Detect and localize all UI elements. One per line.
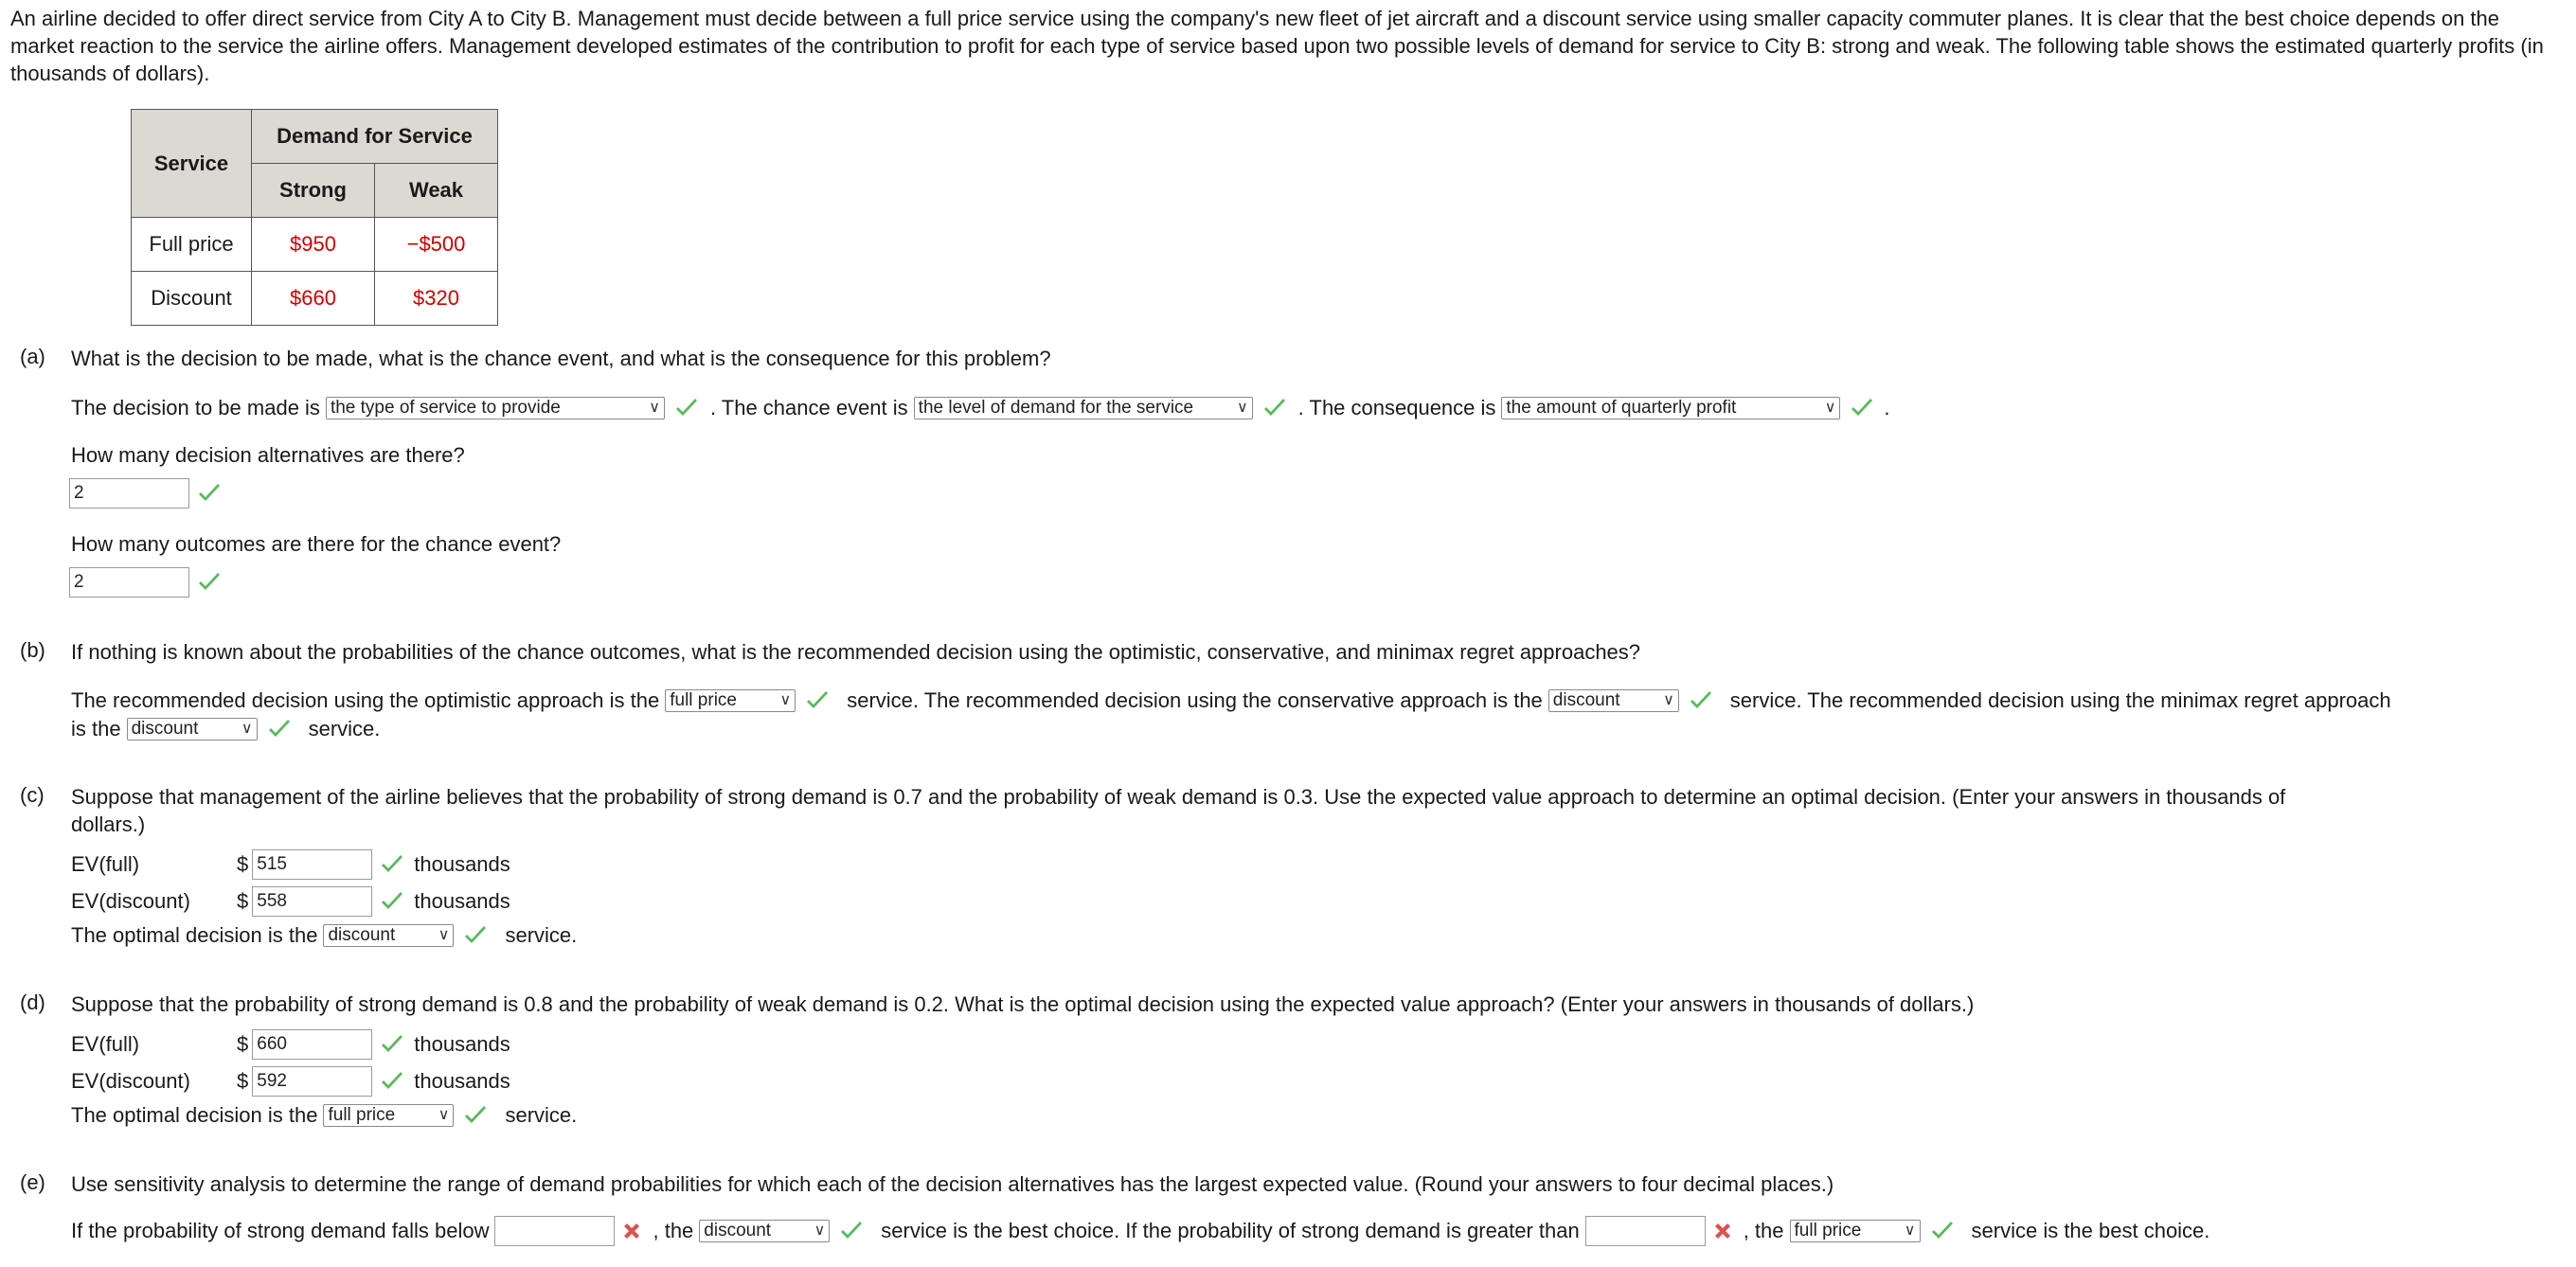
- part-d-ev-full-row: [71, 1027, 510, 1062]
- check-icon: [805, 689, 830, 712]
- part-a-question: What is the decision to be made, what is the chance event, and what is the consequence for this problem?: [71, 347, 1051, 370]
- lower-threshold-input[interactable]: [494, 1216, 615, 1246]
- check-icon: [1262, 397, 1287, 419]
- part-c-optimal-row: [71, 920, 577, 951]
- check-icon: [380, 853, 404, 876]
- check-icon: [380, 1033, 404, 1056]
- part-b-letter: (b): [20, 638, 45, 662]
- check-icon: [197, 571, 222, 594]
- part-d-question: Suppose that the probability of strong demand is 0.8 and the probability of weak demand is 0.2. What is the optimal decision using the expected value approach? (Enter your answers in thousands of dollars.): [71, 992, 1975, 1016]
- check-icon: [463, 924, 488, 947]
- table-cell-service: Discount: [132, 272, 252, 326]
- part-b-question: If nothing is known about the probabilities of the chance outcomes, what is the recommended decision using the optimistic, conservative, and minimax regret approaches?: [71, 640, 1641, 664]
- part-c-ev-full-row: [71, 848, 510, 882]
- alternatives-question: How many decision alternatives are there?: [71, 443, 465, 467]
- part-e-text-best: service is the best choice.: [1971, 1219, 2210, 1242]
- unit-label: thousands: [414, 889, 510, 913]
- alternatives-answer-row: [69, 477, 231, 509]
- ev-full-input[interactable]: 515: [252, 849, 372, 880]
- optimal-service-text: service.: [505, 1103, 578, 1127]
- part-d-optimal-row: [71, 1100, 577, 1131]
- optimal-text: The optimal decision is the: [71, 1103, 318, 1127]
- table-cell-weak: $320: [375, 272, 498, 326]
- chevron-down-icon: ∨: [1824, 400, 1836, 416]
- part-a-answer-row: [71, 393, 1890, 423]
- chance-event-select-value: the level of demand for the service: [918, 398, 1194, 418]
- chevron-down-icon: ∨: [438, 927, 450, 943]
- part-a-letter: (a): [20, 345, 45, 368]
- part-c-question-line1: Suppose that management of the airline believes that the probability of strong demand is 0.7 and the probability of weak demand is 0.3. Use the expected value approach to determine an optimal decision. (Enter your answers in thousands of: [71, 785, 2286, 809]
- table-cell-strong: $660: [252, 272, 375, 326]
- check-icon: [380, 890, 404, 913]
- check-icon: [463, 1104, 488, 1127]
- check-icon: [197, 482, 222, 505]
- part-b-text-is-the: is the: [71, 717, 121, 741]
- part-a-text-period: .: [1884, 396, 1890, 419]
- table-cell-service: Full price: [132, 218, 252, 272]
- check-icon: [267, 718, 292, 741]
- chevron-down-icon: ∨: [1904, 1222, 1916, 1239]
- part-a-text-decision: The decision to be made is: [71, 396, 320, 419]
- part-b-text-service: service.: [308, 717, 381, 741]
- part-b-text-minimax: service. The recommended decision using the minimax regret approach: [1729, 688, 2391, 712]
- ev-discount-label: EV(discount): [71, 1069, 190, 1093]
- chevron-down-icon: ∨: [649, 400, 660, 416]
- optimal-decision-select[interactable]: [323, 1104, 454, 1127]
- chevron-down-icon: ∨: [1236, 400, 1248, 416]
- table-header-demand: Demand for Service: [252, 110, 498, 164]
- upper-choice-select-value: full price: [1794, 1221, 1862, 1240]
- chevron-down-icon: ∨: [779, 692, 792, 708]
- table-header-strong: Strong: [252, 164, 375, 218]
- check-icon: [1850, 397, 1874, 419]
- ev-full-label: EV(full): [71, 852, 140, 876]
- dollar-sign: $: [237, 1032, 249, 1056]
- x-icon: [1711, 1220, 1734, 1242]
- part-e-letter: (e): [20, 1170, 45, 1194]
- table-row: [132, 218, 498, 272]
- part-e-text-below: If the probability of strong demand falls below: [71, 1219, 490, 1242]
- minimax-select[interactable]: [127, 718, 258, 741]
- lower-choice-select[interactable]: [699, 1220, 830, 1242]
- ev-discount-input[interactable]: 558: [252, 886, 372, 917]
- part-b-text-conservative: service. The recommended decision using the conservative approach is the: [847, 688, 1543, 712]
- alternatives-input[interactable]: 2: [69, 478, 189, 509]
- table-cell-strong: $950: [252, 218, 375, 272]
- part-e-question: Use sensitivity analysis to determine the range of demand probabilities for which each of the decision alternatives has the largest expected value. (Round your answers to four decimal places.): [71, 1172, 1834, 1196]
- check-icon: [839, 1220, 864, 1242]
- part-c-ev-discount-row: [71, 884, 510, 919]
- chevron-down-icon: ∨: [241, 721, 253, 737]
- check-icon: [1689, 689, 1713, 712]
- part-a-text-consequence: . The consequence is: [1297, 396, 1496, 419]
- upper-threshold-input[interactable]: [1585, 1216, 1706, 1246]
- lower-choice-select-value: discount: [704, 1221, 772, 1240]
- decision-select-value: the type of service to provide: [330, 398, 561, 418]
- optimal-decision-select-value: discount: [328, 925, 396, 945]
- conservative-select-value: discount: [1552, 690, 1620, 710]
- table-row: [132, 272, 498, 326]
- optimal-text: The optimal decision is the: [71, 923, 318, 947]
- part-b-text-optimistic: The recommended decision using the optimistic approach is the: [71, 688, 660, 712]
- optimal-service-text: service.: [505, 923, 578, 947]
- outcomes-input[interactable]: 2: [69, 567, 189, 598]
- consequence-select[interactable]: [1501, 397, 1840, 419]
- chevron-down-icon: ∨: [438, 1107, 450, 1123]
- part-b-answer-row-1: [71, 686, 2391, 716]
- outcomes-answer-row: [69, 566, 231, 598]
- ev-full-label: EV(full): [71, 1032, 140, 1056]
- unit-label: thousands: [414, 1069, 510, 1093]
- table-header-weak: Weak: [375, 164, 498, 218]
- ev-full-input[interactable]: 660: [252, 1029, 372, 1060]
- x-icon: [620, 1220, 643, 1242]
- ev-discount-label: EV(discount): [71, 889, 190, 913]
- chevron-down-icon: ∨: [1663, 692, 1674, 708]
- upper-choice-select[interactable]: [1790, 1220, 1921, 1242]
- part-e-text-greater: service is the best choice. If the probability of strong demand is greater than: [881, 1219, 1580, 1242]
- decision-select[interactable]: [326, 397, 665, 419]
- table-cell-weak: −$500: [375, 218, 498, 272]
- part-b-answer-row-2: [71, 714, 380, 744]
- part-e-text-the-1: , the: [653, 1219, 694, 1242]
- minimax-select-value: discount: [131, 719, 199, 739]
- table-header-service: Service: [132, 110, 252, 218]
- part-e-text-the-2: , the: [1743, 1219, 1784, 1242]
- unit-label: thousands: [414, 1032, 510, 1056]
- dollar-sign: $: [237, 852, 249, 876]
- outcomes-question: How many outcomes are there for the chance event?: [71, 532, 562, 556]
- problem-intro: An airline decided to offer direct service from City A to City B. Management must decide between a full price service using the company's new fleet of jet aircraft and a discount service using smaller capacity commuter planes. It is clear that the best choice depends on the market reaction to the service the airline offers. Management developed estimates of the contribution to profit for each type of service based upon two possible levels of demand for service to City B: strong and weak. The following table shows the estimated quarterly profits (in thousands of dollars).: [10, 7, 2544, 85]
- dollar-sign: $: [237, 889, 249, 913]
- unit-label: thousands: [414, 852, 510, 876]
- profit-table: [131, 109, 498, 326]
- part-c-question-line2: dollars.): [71, 812, 146, 836]
- part-c-letter: (c): [20, 783, 45, 807]
- chevron-down-icon: ∨: [814, 1222, 826, 1239]
- part-d-ev-discount-row: [71, 1064, 510, 1098]
- dollar-sign: $: [237, 1069, 249, 1093]
- part-e-answer-row: [71, 1215, 2209, 1247]
- chance-event-select[interactable]: [914, 397, 1253, 419]
- optimal-decision-select[interactable]: [323, 924, 454, 947]
- part-d-letter: (d): [20, 990, 45, 1014]
- check-icon: [1930, 1220, 1955, 1242]
- optimal-decision-select-value: full price: [328, 1105, 396, 1125]
- optimistic-select[interactable]: [665, 689, 796, 712]
- check-icon: [380, 1070, 404, 1093]
- check-icon: [674, 397, 699, 419]
- ev-discount-input[interactable]: 592: [252, 1066, 372, 1097]
- part-a-text-chance: . The chance event is: [709, 396, 908, 419]
- optimistic-select-value: full price: [670, 690, 737, 710]
- consequence-select-value: the amount of quarterly profit: [1506, 398, 1737, 418]
- conservative-select[interactable]: [1548, 689, 1679, 712]
